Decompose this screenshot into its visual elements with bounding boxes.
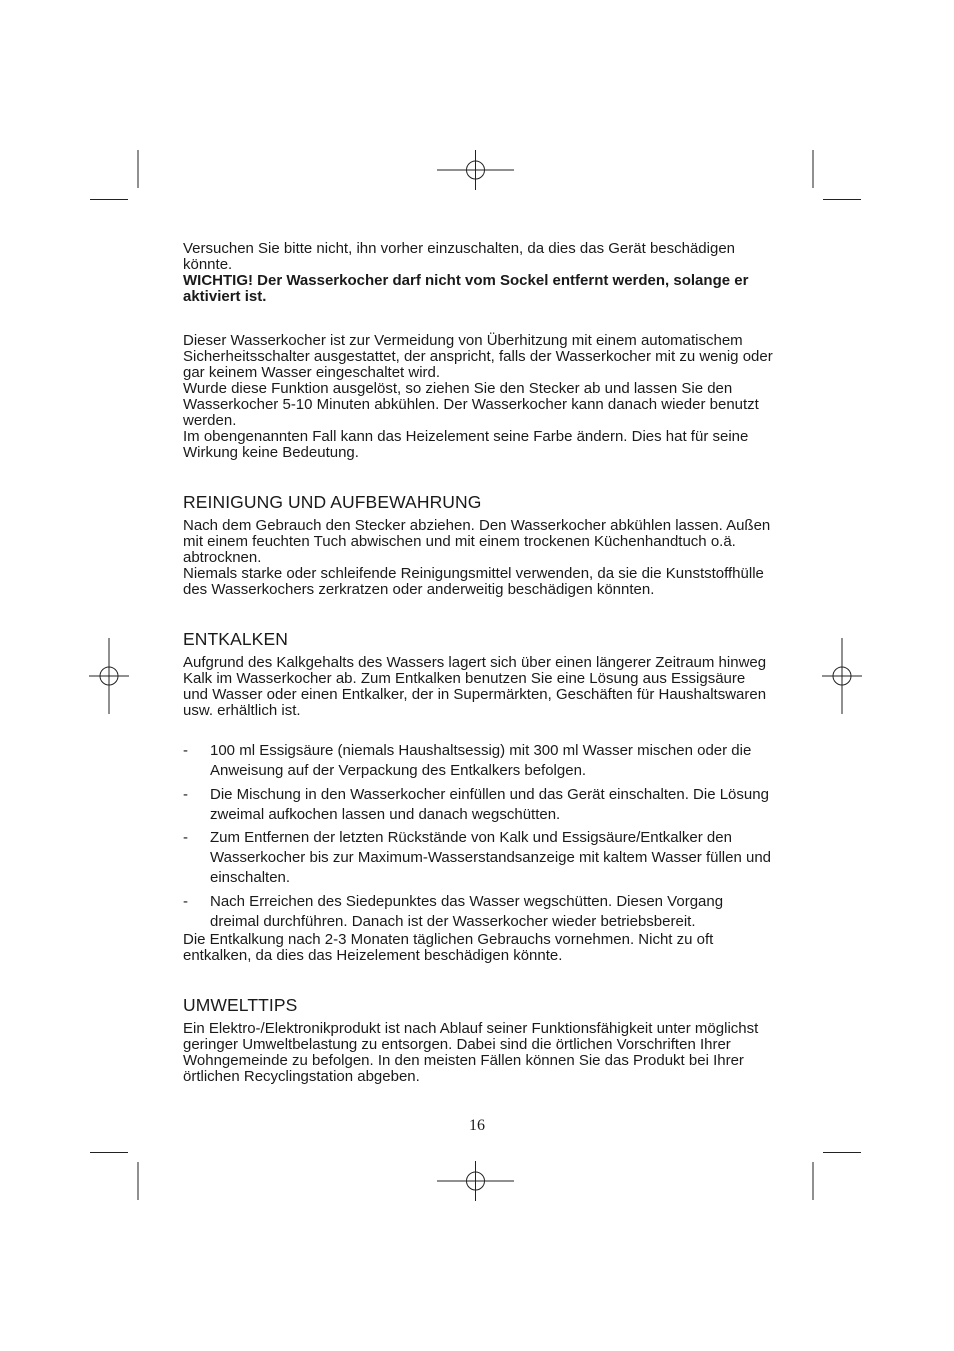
list-dash: -	[183, 892, 188, 910]
descaling-heading: ENTKALKEN	[183, 629, 288, 649]
cleaning-paragraph-1: Nach dem Gebrauch den Stecker abziehen. Den Wasserkocher abkühlen lassen. Außen mit einem feuchten Tuch abwischen und mit einem trockenen Küchenhandtuch o.ä. abtrocknen.	[183, 517, 771, 566]
environment-heading: UMWELTTIPS	[183, 994, 298, 1015]
list-item	[183, 785, 773, 825]
cleaning-paragraph-2: Niemals starke oder schleifende Reinigungsmittel verwenden, da sie die Kunststoffhülle des Wasserkochers zerkratzen oder anderweitig beschädigen könnten.	[183, 565, 764, 598]
registration-target-bottom	[437, 1161, 514, 1201]
page-content	[183, 241, 773, 1085]
environment-paragraph: Ein Elektro-/Elektronikprodukt ist nach Ablauf seiner Funktionsfähigkeit unter möglichst geringer Umweltbelastung zu entsorgen. Dabei sind die örtlichen Vorschriften Ihrer Wohngemeinde zu befolgen. In den meisten Fällen können Sie das Produkt bei Ihrer örtlichen Recyclingstation abgeben.	[183, 1019, 759, 1085]
environment-section	[183, 995, 773, 1085]
step-text: Die Mischung in den Wasserkocher einfüllen und das Gerät einschalten. Die Lösung zweimal aufkochen lassen und danach wegschütten.	[210, 785, 769, 823]
safety-paragraph-3: Im obengenannten Fall kann das Heizelement seine Farbe ändern. Dies hat für seine Wirkung keine Bedeutung.	[183, 428, 749, 461]
descaling-paragraph-2: Die Entkalkung nach 2-3 Monaten täglichen Gebrauchs vornehmen. Nicht zu oft entkalken, da dies das Heizelement beschädigen könnte.	[183, 930, 714, 964]
descaling-section	[183, 629, 773, 964]
intro-section	[183, 241, 773, 305]
list-dash: -	[183, 742, 188, 759]
list-item	[183, 741, 773, 781]
registration-target-left	[89, 638, 129, 714]
list-dash: -	[183, 785, 188, 803]
cleaning-heading: REINIGUNG UND AUFBEWAHRUNG	[183, 492, 482, 512]
descaling-steps	[183, 741, 773, 932]
step-text: Zum Entfernen der letzten Rückstände von Kalk und Essigsäure/Entkalker den Wasserkocher bis zur Maximum-Wasserstandsanzeige mit kaltem Wasser füllen und einschalten.	[210, 829, 772, 886]
page-number: 16	[469, 1117, 485, 1134]
safety-section	[183, 333, 773, 461]
registration-target-right	[822, 638, 862, 714]
registration-target-top	[437, 150, 514, 190]
list-dash: -	[183, 829, 188, 846]
safety-paragraph-2: Wurde diese Funktion ausgelöst, so ziehen Sie den Stecker ab und lassen Sie den Wasserkocher 5-10 Minuten abkühlen. Der Wasserkocher kann danach wieder benutzt werden.	[183, 380, 759, 429]
important-warning: WICHTIG! Der Wasserkocher darf nicht vom Sockel entfernt werden, solange er aktiviert ist.	[183, 272, 749, 305]
cleaning-section	[183, 492, 773, 598]
list-item	[183, 828, 773, 888]
intro-paragraph: Versuchen Sie bitte nicht, ihn vorher einzuschalten, da dies das Gerät beschädigen könnte.	[183, 240, 736, 273]
safety-paragraph-1: Dieser Wasserkocher ist zur Vermeidung von Überhitzung mit einem automatischem Sicherheitsschalter ausgestattet, der anspricht, falls der Wasserkocher mit zu wenig oder gar keinem Wasser eingeschaltet wird.	[183, 332, 773, 381]
step-text: 100 ml Essigsäure (niemals Haushaltsessig) mit 300 ml Wasser mischen oder die Anweisung auf der Verpackung des Entkalkers befolgen.	[210, 742, 752, 779]
descaling-paragraph-1: Aufgrund des Kalkgehalts des Wassers lagert sich über einen längerer Zeitraum hinweg Kalk im Wasserkocher ab. Zum Entkalken benutzen Sie eine Lösung aus Essigsäure und Wasser oder einen Entkalker, der in Supermärkten, Geschäften für Haushaltswaren usw. erhältlich ist.	[183, 654, 767, 719]
step-text: Nach Erreichen des Siedepunktes das Wasser wegschütten. Diesen Vorgang dreimal durchführen. Danach ist der Wasserkocher wieder betriebsbereit.	[210, 892, 724, 930]
list-item	[183, 892, 773, 932]
